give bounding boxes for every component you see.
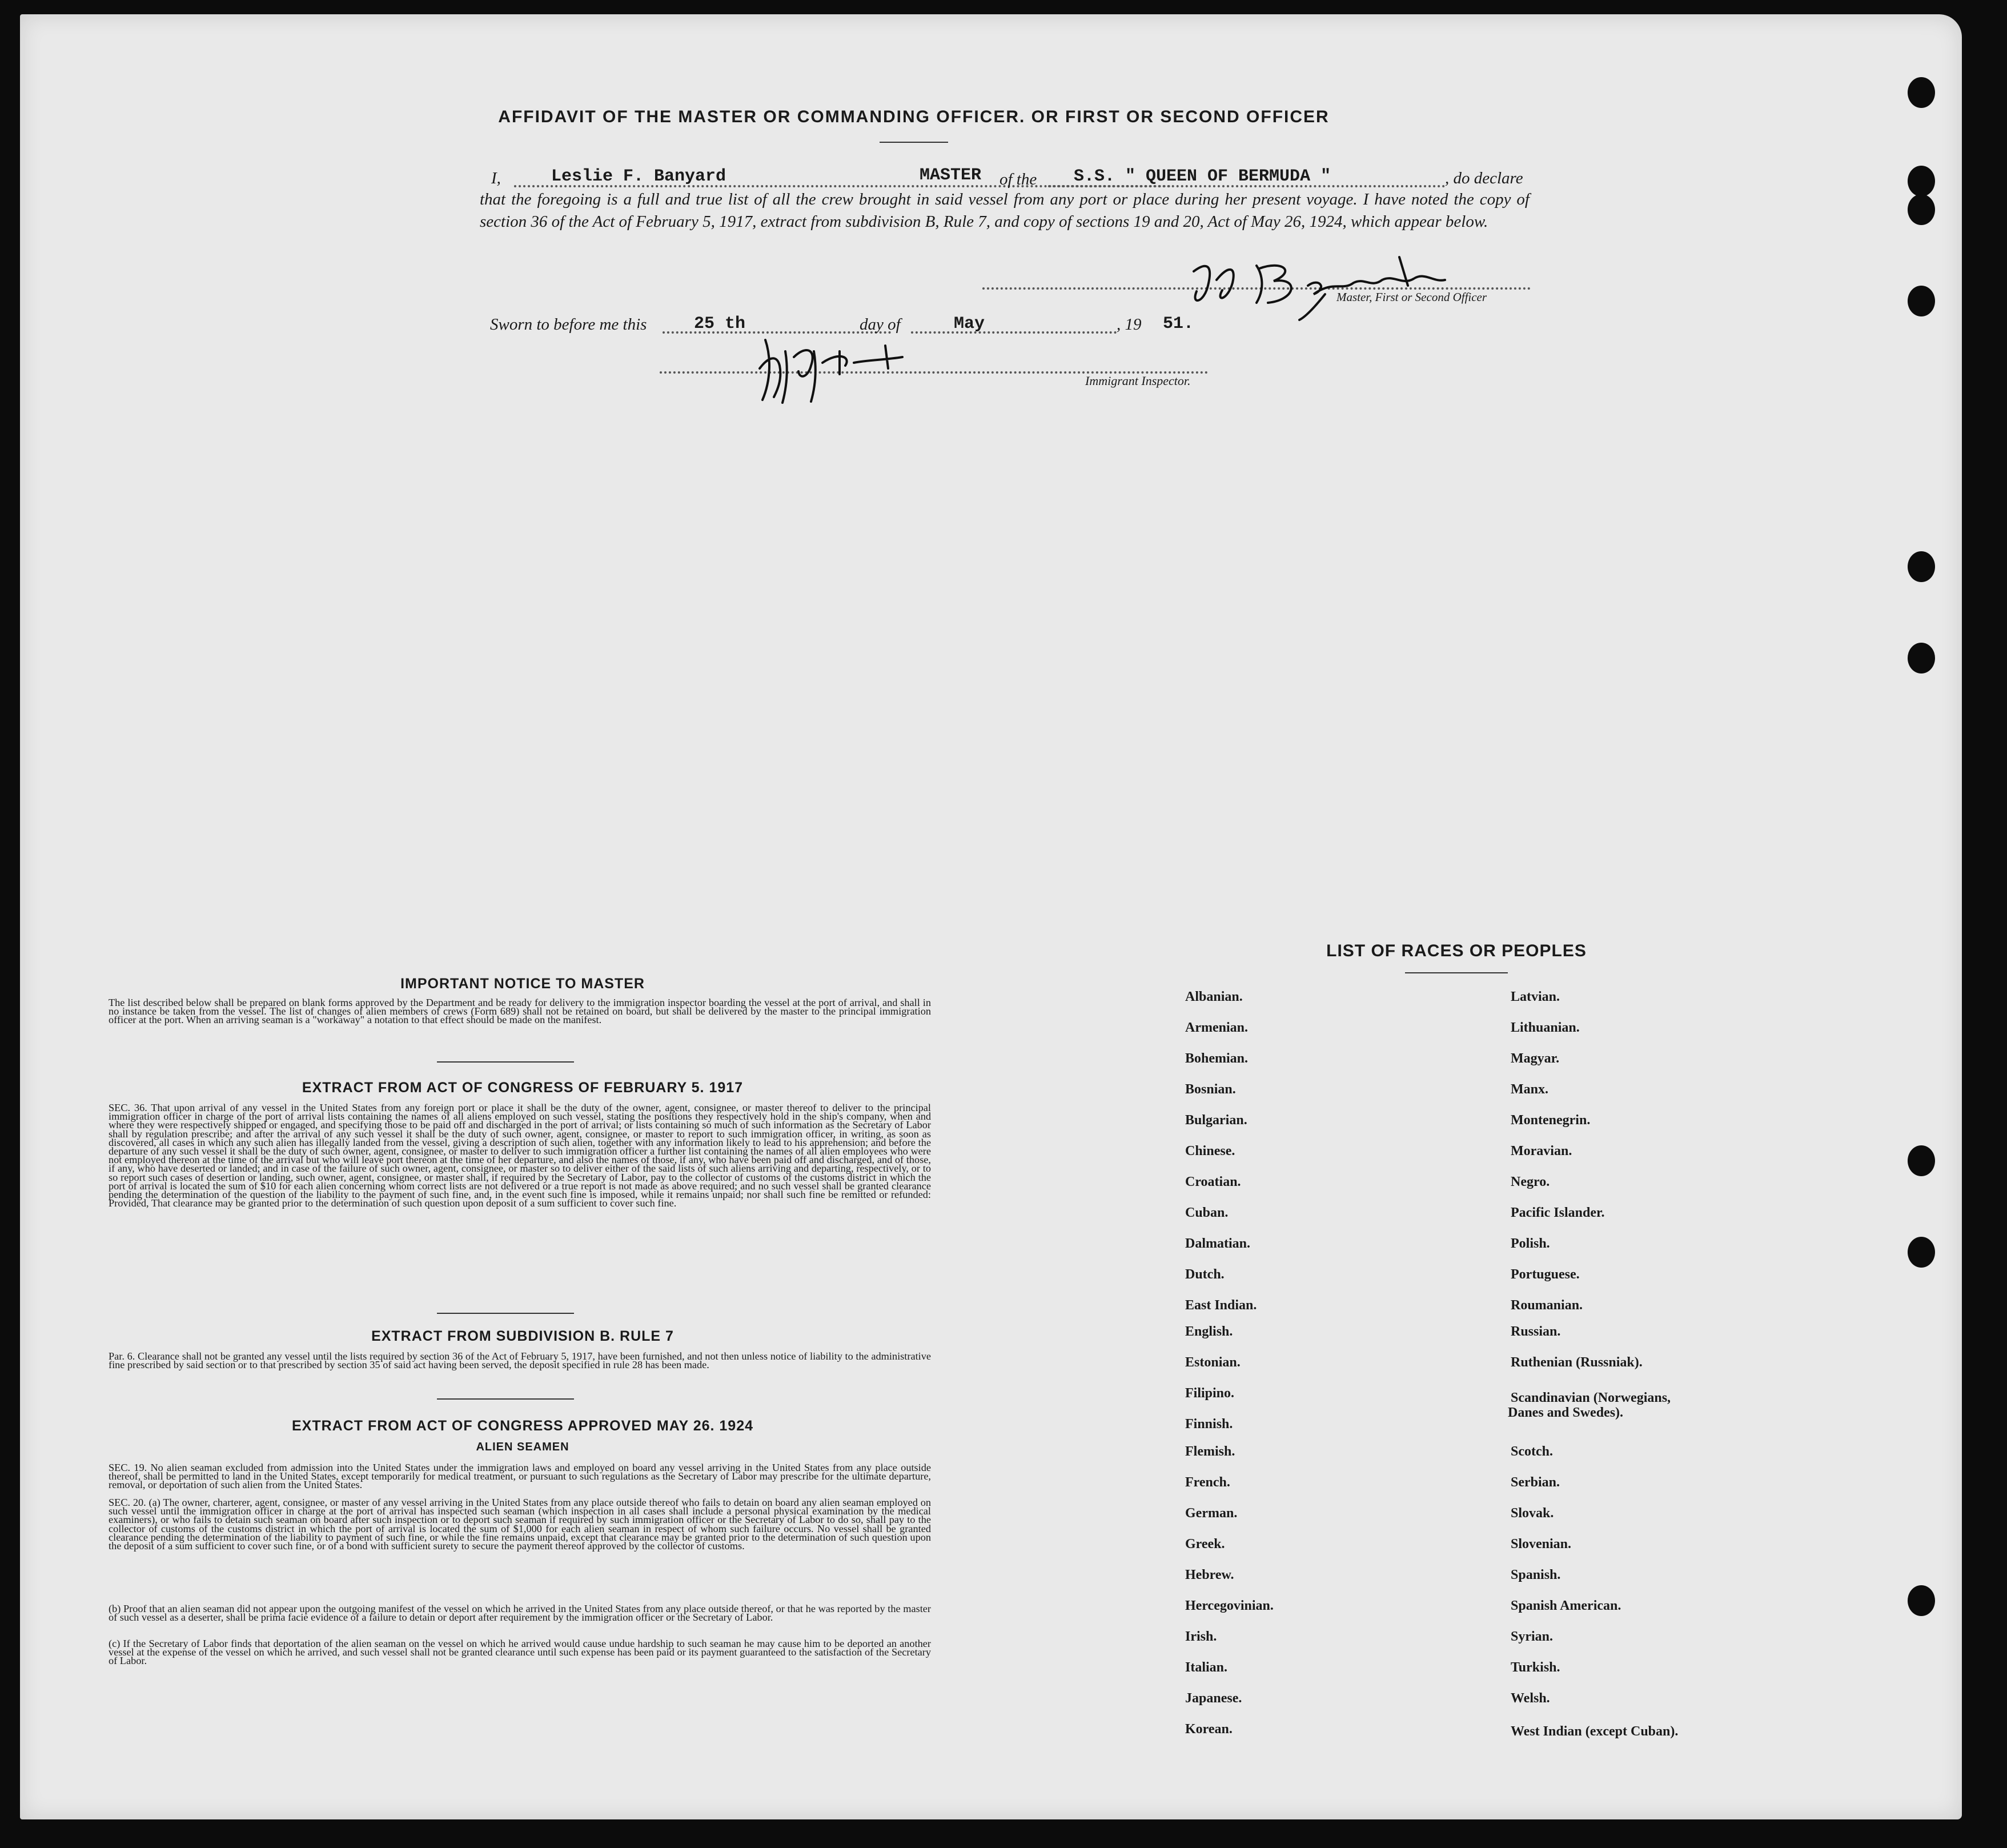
affidavit-pronoun: I, (491, 169, 501, 187)
notice-text: The list described below shall be prepared on blank forms approved by the Department and be ready for delivery to the immigration inspector boarding the vessel at the port of arrival, and shall in no instance be taken from the vessel. The list of changes of alien members of crews (Form 689) shall not be retained on board, but shall be delivered by the master to the principal immigration officer at the port. When an arriving seaman is a "workaway" a notation to that effect should be made on the manifest. (109, 997, 931, 1026)
extract-rule7-text: Par. 6. Clearance shall not be granted any vessel until the lists required by section 36 of the Act of February 5, 1917, have been furnished, and not then unless notice of liability to the administrative fine prescribed by said section or to that prescribed by section 35 of said act having been served, the deposit specified in rule 28 has been made. (109, 1350, 931, 1371)
race-item: Welsh. (1511, 1691, 1550, 1706)
race-item: Filipino. (1185, 1386, 1235, 1401)
race-item: Danes and Swedes). (1508, 1405, 1624, 1420)
binder-hole (1908, 1237, 1935, 1268)
race-item: Estonian. (1185, 1355, 1241, 1370)
race-item: Lithuanian. (1511, 1020, 1580, 1035)
sworn-month: May (954, 314, 985, 334)
binder-hole (1908, 194, 1935, 225)
race-item: Manx. (1511, 1082, 1548, 1097)
sworn-label: Sworn to before me this (490, 315, 647, 334)
race-item: Flemish. (1185, 1444, 1235, 1459)
race-item: Japanese. (1185, 1691, 1242, 1706)
race-item: Negro. (1511, 1174, 1550, 1189)
inspector-caption: Immigrant Inspector. (1085, 374, 1191, 388)
race-item: Magyar. (1511, 1051, 1560, 1066)
extract-1917-title: EXTRACT FROM ACT OF CONGRESS OF FEBRUARY 5. 1917 (302, 1080, 744, 1096)
sec-19-text: SEC. 19. No alien seaman excluded from admission into the United States under the immigration laws and employed on board any vessel arriving in the United States from any place outside thereof, shall be permitted to land in the United States, except temporarily for medical treatment, or pursuant to such regulations as the Secretary of Labor may prescribe for the ultimate departure, removal, or deportation of such alien from the United States. (109, 1462, 931, 1491)
notice-divider (437, 1061, 574, 1063)
race-item: Turkish. (1511, 1660, 1560, 1675)
year-prefix: , 19 (1117, 315, 1142, 334)
race-item: Serbian. (1511, 1475, 1560, 1490)
extract-1917-divider (437, 1313, 574, 1314)
race-item: Roumanian. (1511, 1298, 1583, 1313)
race-item: Scandinavian (Norwegians, (1511, 1390, 1671, 1405)
extract-1917-text: SEC. 36. That upon arrival of any vessel in the United States from any foreign port or place it shall be the duty of the owner, agent, consignee, or master thereof to deliver to the principal immigration officer in charge of the port of arrival lists containing the names of all aliens employed on such vessel, stating the positions they respectively hold in the ship's company, when and where they were respectively shipped or engaged, and specifying those to be paid off and discharged in the port of arrival; or lists containing so much of such information as the Secretary of Labor shall by regulation prescribe; and after the arrival of any such vessel it shall be the duty of such owner, agent, consignee, or master to report to such immigration officer, in writing, as soon as discovered, all cases in which any such alien has illegally landed from the vessel, giving a description of such alien, together with any information likely to lead to his apprehension; and before the departure of any such vessel it shall be the duty of such owner, agent, consignee, or master to deliver to such immigration officer a further list containing the names of all alien employees who were not employed thereon at the time of the arrival but who will leave port thereon at the time of her departure, and also the names of those, if any, who have been paid off and discharged, and of those, if any, who have deserted or landed; and in case of the failure of such owner, agent, consignee, or master so to deliver either of the said lists of such aliens arriving and departing, respectively, or to so report such cases of desertion or landing, such owner, agent, consignee, or master shall, if required by the Secretary of Labor, pay to the collector of customs of the customs district in which the port of arrival is located the sum of $10 for each alien concerning whom correct lists are not delivered or a true report is not made as above required; and no such vessel shall be granted clearance pending the determination of the question of the liability to the payment of such fine, and, in the event such fine is imposed, while it remains unpaid; nor shall such fine be remitted or refunded: Provided, That clearance may be granted prior to the determination of such question upon deposit of a sum sufficient to cover such fine. (109, 1102, 931, 1209)
race-item: Hebrew. (1185, 1568, 1234, 1582)
master-rank: MASTER (920, 166, 982, 185)
affidavit-title: AFFIDAVIT OF THE MASTER OR COMMANDING OFFICER. OR FIRST OR SECOND OFFICER (498, 107, 1330, 126)
race-item: Spanish American. (1511, 1598, 1621, 1613)
extract-rule7-divider (437, 1398, 574, 1400)
year-suffix: 51. (1163, 314, 1194, 334)
sec-20a-text: SEC. 20. (a) The owner, charterer, agent, consignee, or master of any vessel arriving in the United States from any place outside thereof who fails to detain on board any alien seaman employed on such vessel until the immigration officer in charge at the port of arrival has inspected such seaman (which inspection in all cases shall include a personal physical examination by the medical examiners), or who fails to detain such seaman on board after such inspection or to deport such seaman if required by such immigration officer or the Secretary of Labor to do so, shall pay to the collector of customs of the customs district in which the port of arrival is located the sum of $1,000 for each alien seaman in respect of whom such failure occurs. No vessel shall be granted clearance pending the determination of the liability to payment of such fine, or while the fine remains unpaid, except that clearance may be granted prior to the determination of such question upon the deposit of a sum sufficient to cover such fine, or of a bond with sufficient surety to secure the payment thereof approved by the collector of customs. (109, 1497, 931, 1552)
race-item: Syrian. (1511, 1629, 1554, 1644)
race-item: Dalmatian. (1185, 1236, 1250, 1251)
binder-hole (1908, 166, 1935, 197)
race-item: Italian. (1185, 1660, 1228, 1675)
binder-hole (1908, 1145, 1935, 1176)
of-the-label: of the (1000, 170, 1037, 189)
race-item: Scotch. (1511, 1444, 1553, 1459)
races-divider (1405, 972, 1508, 973)
race-item: Bosnian. (1185, 1082, 1236, 1097)
vessel-name: S.S. " QUEEN OF BERMUDA " (1074, 167, 1331, 186)
affidavit-statement: that the foregoing is a full and true list of all the crew brought in said vessel from any port or place during her present voyage. I have noted the copy of section 36 of the Act of February 5, 1917, extract from subdivision B, Rule 7, and copy of sections 19 and 20, Act of May 26, 1924, which appear below. (480, 190, 1530, 231)
race-item: East Indian. (1185, 1298, 1257, 1313)
race-item: Armenian. (1185, 1020, 1248, 1035)
notice-title: IMPORTANT NOTICE TO MASTER (400, 976, 645, 992)
binder-hole (1908, 551, 1935, 582)
race-item: Irish. (1185, 1629, 1217, 1644)
binder-hole (1908, 77, 1935, 108)
sworn-month-line (911, 331, 1117, 334)
master-name: Leslie F. Banyard (551, 167, 726, 186)
day-of-label: day of (860, 315, 901, 334)
race-item: Hercegovinian. (1185, 1598, 1274, 1613)
race-item: Ruthenian (Russniak). (1511, 1355, 1643, 1370)
race-item: West Indian (except Cuban). (1511, 1724, 1679, 1739)
race-item: Pacific Islander. (1511, 1205, 1605, 1220)
race-item: Portuguese. (1511, 1267, 1580, 1282)
vessel-line (1048, 185, 1445, 187)
race-item: Albanian. (1185, 989, 1243, 1004)
race-item: German. (1185, 1506, 1238, 1521)
race-item: Croatian. (1185, 1174, 1241, 1189)
race-item: Spanish. (1511, 1568, 1561, 1582)
race-item: Slovak. (1511, 1506, 1554, 1521)
race-item: Slovenian. (1511, 1537, 1572, 1552)
race-item: Cuban. (1185, 1205, 1229, 1220)
binder-hole (1908, 1585, 1935, 1616)
race-item: Chinese. (1185, 1144, 1235, 1158)
do-declare-label: , do declare (1445, 169, 1523, 187)
race-item: French. (1185, 1475, 1230, 1490)
extract-rule7-title: EXTRACT FROM SUBDIVISION B. RULE 7 (371, 1328, 674, 1344)
inspector-signature (754, 334, 937, 408)
master-signature (1182, 246, 1468, 326)
race-item: English. (1185, 1324, 1233, 1339)
race-item: Finnish. (1185, 1417, 1233, 1432)
race-item: Polish. (1511, 1236, 1550, 1251)
races-title: LIST OF RACES OR PEOPLES (1326, 941, 1587, 960)
title-divider (880, 142, 948, 143)
race-item: Russian. (1511, 1324, 1561, 1339)
race-item: Bohemian. (1185, 1051, 1249, 1066)
master-signature-caption: Master, First or Second Officer (1336, 290, 1487, 304)
sec-20c-text: (c) If the Secretary of Labor finds that deportation of the alien seaman on the vessel on which he arrived would cause undue hardship to such seaman he may cause him to be deported an another vessel at the expense of the vessel on which he arrived, and such vessel shall not be granted clearance until such expense has been paid or its payment guaranteed to the satisfaction of the Secretary of Labor. (109, 1638, 931, 1667)
race-item: Korean. (1185, 1722, 1233, 1737)
race-item: Moravian. (1511, 1144, 1572, 1158)
extract-1924-title: EXTRACT FROM ACT OF CONGRESS APPROVED MAY 26. 1924 (291, 1418, 754, 1434)
extract-1924-subtitle: ALIEN SEAMEN (476, 1441, 569, 1453)
race-item: Greek. (1185, 1537, 1225, 1552)
race-item: Latvian. (1511, 989, 1560, 1004)
race-item: Bulgarian. (1185, 1113, 1247, 1128)
sec-20b-text: (b) Proof that an alien seaman did not appear upon the outgoing manifest of the vessel on which he arrived in the United States from any place outside thereof, or that he was reported by the master of such vessel as a deserter, shall be prima facie evidence of a failure to detain or deport after requirement by the immigration officer or the Secretary of Labor. (109, 1603, 931, 1623)
binder-hole (1908, 643, 1935, 674)
race-item: Montenegrin. (1511, 1113, 1591, 1128)
binder-hole (1908, 286, 1935, 316)
race-item: Dutch. (1185, 1267, 1225, 1282)
sworn-day: 25 th (694, 314, 746, 334)
